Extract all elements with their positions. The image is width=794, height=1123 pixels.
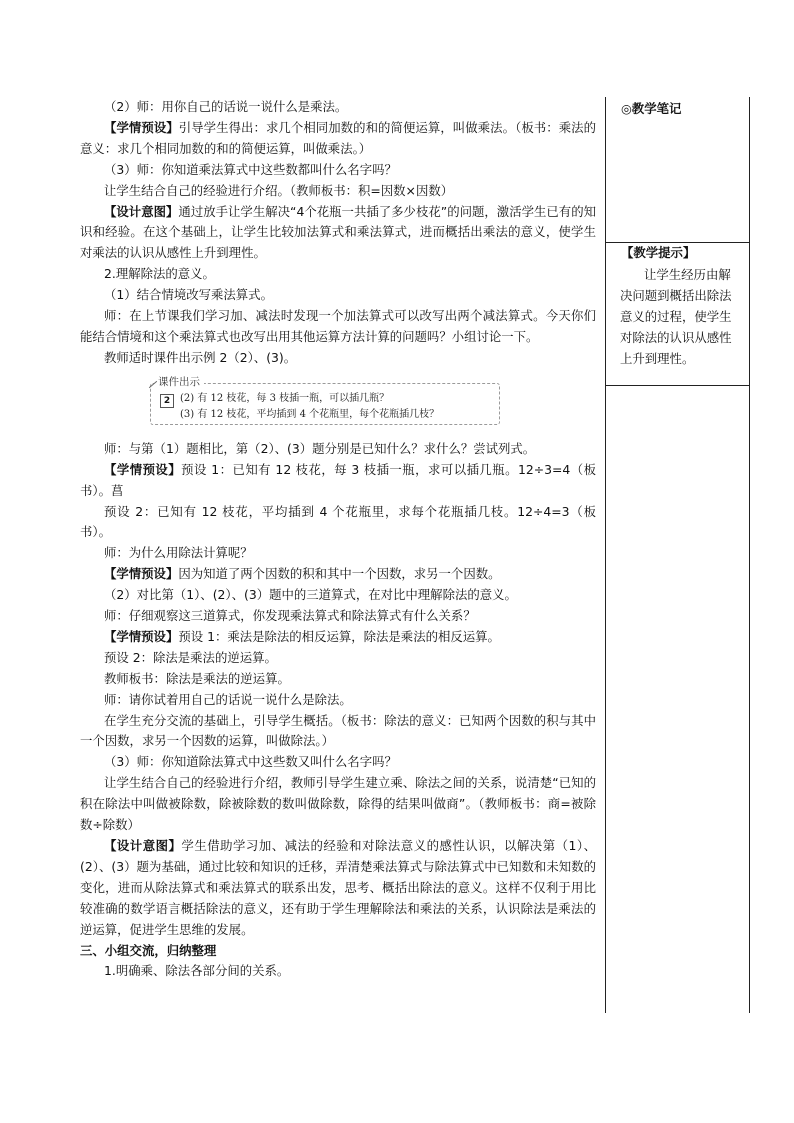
situation-preset-tag: 【学情预设】 <box>104 628 179 644</box>
paragraph: 在学生充分交流的基础上，引导学生概括。（板书：除法的意义：已知两个因数的积与其中一个因数，求另一个因数的运算，叫做除法。） <box>80 712 596 749</box>
paragraph: 教师板书：除法是乘法的逆运算。 <box>104 670 290 686</box>
paragraph: 师：请你试着用自己的话说一说什么是除法。 <box>104 691 352 707</box>
paragraph: 师：仔细观察这三道算式，你发现乘法算式和除法算式有什么关系？ <box>104 608 476 624</box>
situation-preset-tag: 【学情预设】 <box>104 461 182 477</box>
paragraph-text: 因为知道了两个因数的积和其中一个因数，求另一个因数。 <box>178 566 501 582</box>
paragraph <box>80 836 596 941</box>
paragraph: 2.理解除法的意义。 <box>104 266 215 282</box>
situation-preset-tag: 【学情预设】 <box>104 119 179 135</box>
paragraph: 师：在上节课我们学习加、减法时发现一个加法算式可以改写出两个减法算式。今天你们能结合情境和这个乘法算式也改写出用其他运算方法计算的问题吗？小组讨论一下。 <box>80 308 596 344</box>
paragraph <box>80 460 596 502</box>
section-heading: 三、小组交流，归纳整理 <box>80 942 217 958</box>
teaching-tips-text <box>620 265 742 370</box>
paragraph <box>80 202 596 265</box>
paragraph <box>80 118 596 160</box>
paragraph: 师：与第（1）题相比，第（2）、(3）题分别是已知什么？求什么？尝试列式。 <box>104 440 536 456</box>
teaching-tips-title: 【教学提示】 <box>621 245 696 260</box>
paragraph-text: 预设 1：乘法是除法的相反运算，除法是乘法的相反运算。 <box>178 628 500 644</box>
courseware-box <box>150 375 500 425</box>
teaching-notes-title: ◎教学笔记 <box>621 101 682 116</box>
paragraph: 让学生结合自己的经验进行介绍。（教师板书：积=因数×因数） <box>104 182 454 198</box>
paragraph: 教师适时课件出示例 2（2）、(3)。 <box>104 349 297 365</box>
paragraph-text: 引导学生得出：求几个相同加数的和的简便运算，叫做乘法。（板书：乘法的意义：求几个相同加数的和的简便运算，叫做乘法。） <box>80 119 596 156</box>
courseware-question-2: (2) 有 12 枝花，每 3 枝插一瓶，可以插几瓶？ <box>180 392 390 404</box>
paragraph: （3）师：你知道乘法算式中这些数都叫什么名字吗？ <box>104 161 397 177</box>
paragraph: 让学生结合自己的经验进行介绍，教师引导学生建立乘、除法之间的关系，说清楚“已知的积在除法中叫做被除数，除被除数的数叫做除数，除得的结果叫做商”。（教师板书：商=被除数÷除数） <box>80 775 596 833</box>
paragraph: （2）师：用你自己的话说一说什么是乘法。 <box>104 99 348 114</box>
paragraph: （2）对比第（1）、(2）、(3）题中的三道算式，在对比中理解除法的意义。 <box>104 587 517 603</box>
paragraph: 预设 2：除法是乘法的逆运算。 <box>104 649 277 665</box>
teaching-tips-paragraph: 让学生经历由解决问题到概括出除法意义的过程，使学生对除法的认识从感性上升到理性。 <box>620 267 732 366</box>
paragraph: （3）师：你知道除法算式中这些数又叫什么名字吗？ <box>104 754 397 770</box>
design-intent-tag: 【设计意图】 <box>104 838 182 853</box>
paragraph-text: 预设 1：已知有 12 枝花，每 3 枝插一瓶，求可以插几瓶。12÷3=4（板书）。菖 <box>80 461 596 498</box>
situation-preset-tag: 【学情预设】 <box>104 566 179 582</box>
paragraph: 师：为什么用除法计算呢？ <box>104 545 253 561</box>
main-content <box>80 97 596 982</box>
courseware-tab-label: 课件出示 <box>154 375 204 389</box>
courseware-question-3: (3) 有 12 枝花，平均插到 4 个花瓶里，每个花瓶插几枝？ <box>180 408 440 420</box>
paragraph: 1.明确乘、除法各部分间的关系。 <box>104 963 290 979</box>
example-number-badge: 2 <box>160 394 174 408</box>
paragraph-text: 通过放手让学生解决“4个花瓶一共插了多少枝花”的问题，激活学生已有的知识和经验。在这个基础上，让学生比较加法算式和乘法算式，进而概括出乘法的意义，使学生对乘法的认识从感性上升到理性。 <box>80 203 597 261</box>
paragraph-text: 学生借助学习加、减法的经验和对除法意义的感性认识，以解决第（1）、(2）、(3）题为基础，通过比较和知识的迁移，弄清楚乘法算式与除法算式中已知数和未知数的变化，进而从除法算式和乘法算式的联系出发，思考、概括出除法的意义。这样不仅利于用比较准确的数学语言概括除法的意义，还有助于学生理解除法和乘法的关系，认识除法是乘法的逆运算，促进学生思维的发展。 <box>80 838 596 937</box>
notes-column-right-border <box>749 97 750 1013</box>
tips-divider <box>606 385 749 386</box>
notes-column-left-border <box>605 97 606 1013</box>
paragraph <box>80 627 596 648</box>
paragraph: （1）结合情境改写乘法算式。 <box>104 287 273 303</box>
paragraph <box>80 564 596 585</box>
design-intent-tag: 【设计意图】 <box>104 203 179 219</box>
paragraph: 预设 2：已知有 12 枝花，平均插到 4 个花瓶里，求每个花瓶插几枝。12÷4=3（板书）。 <box>80 503 596 540</box>
